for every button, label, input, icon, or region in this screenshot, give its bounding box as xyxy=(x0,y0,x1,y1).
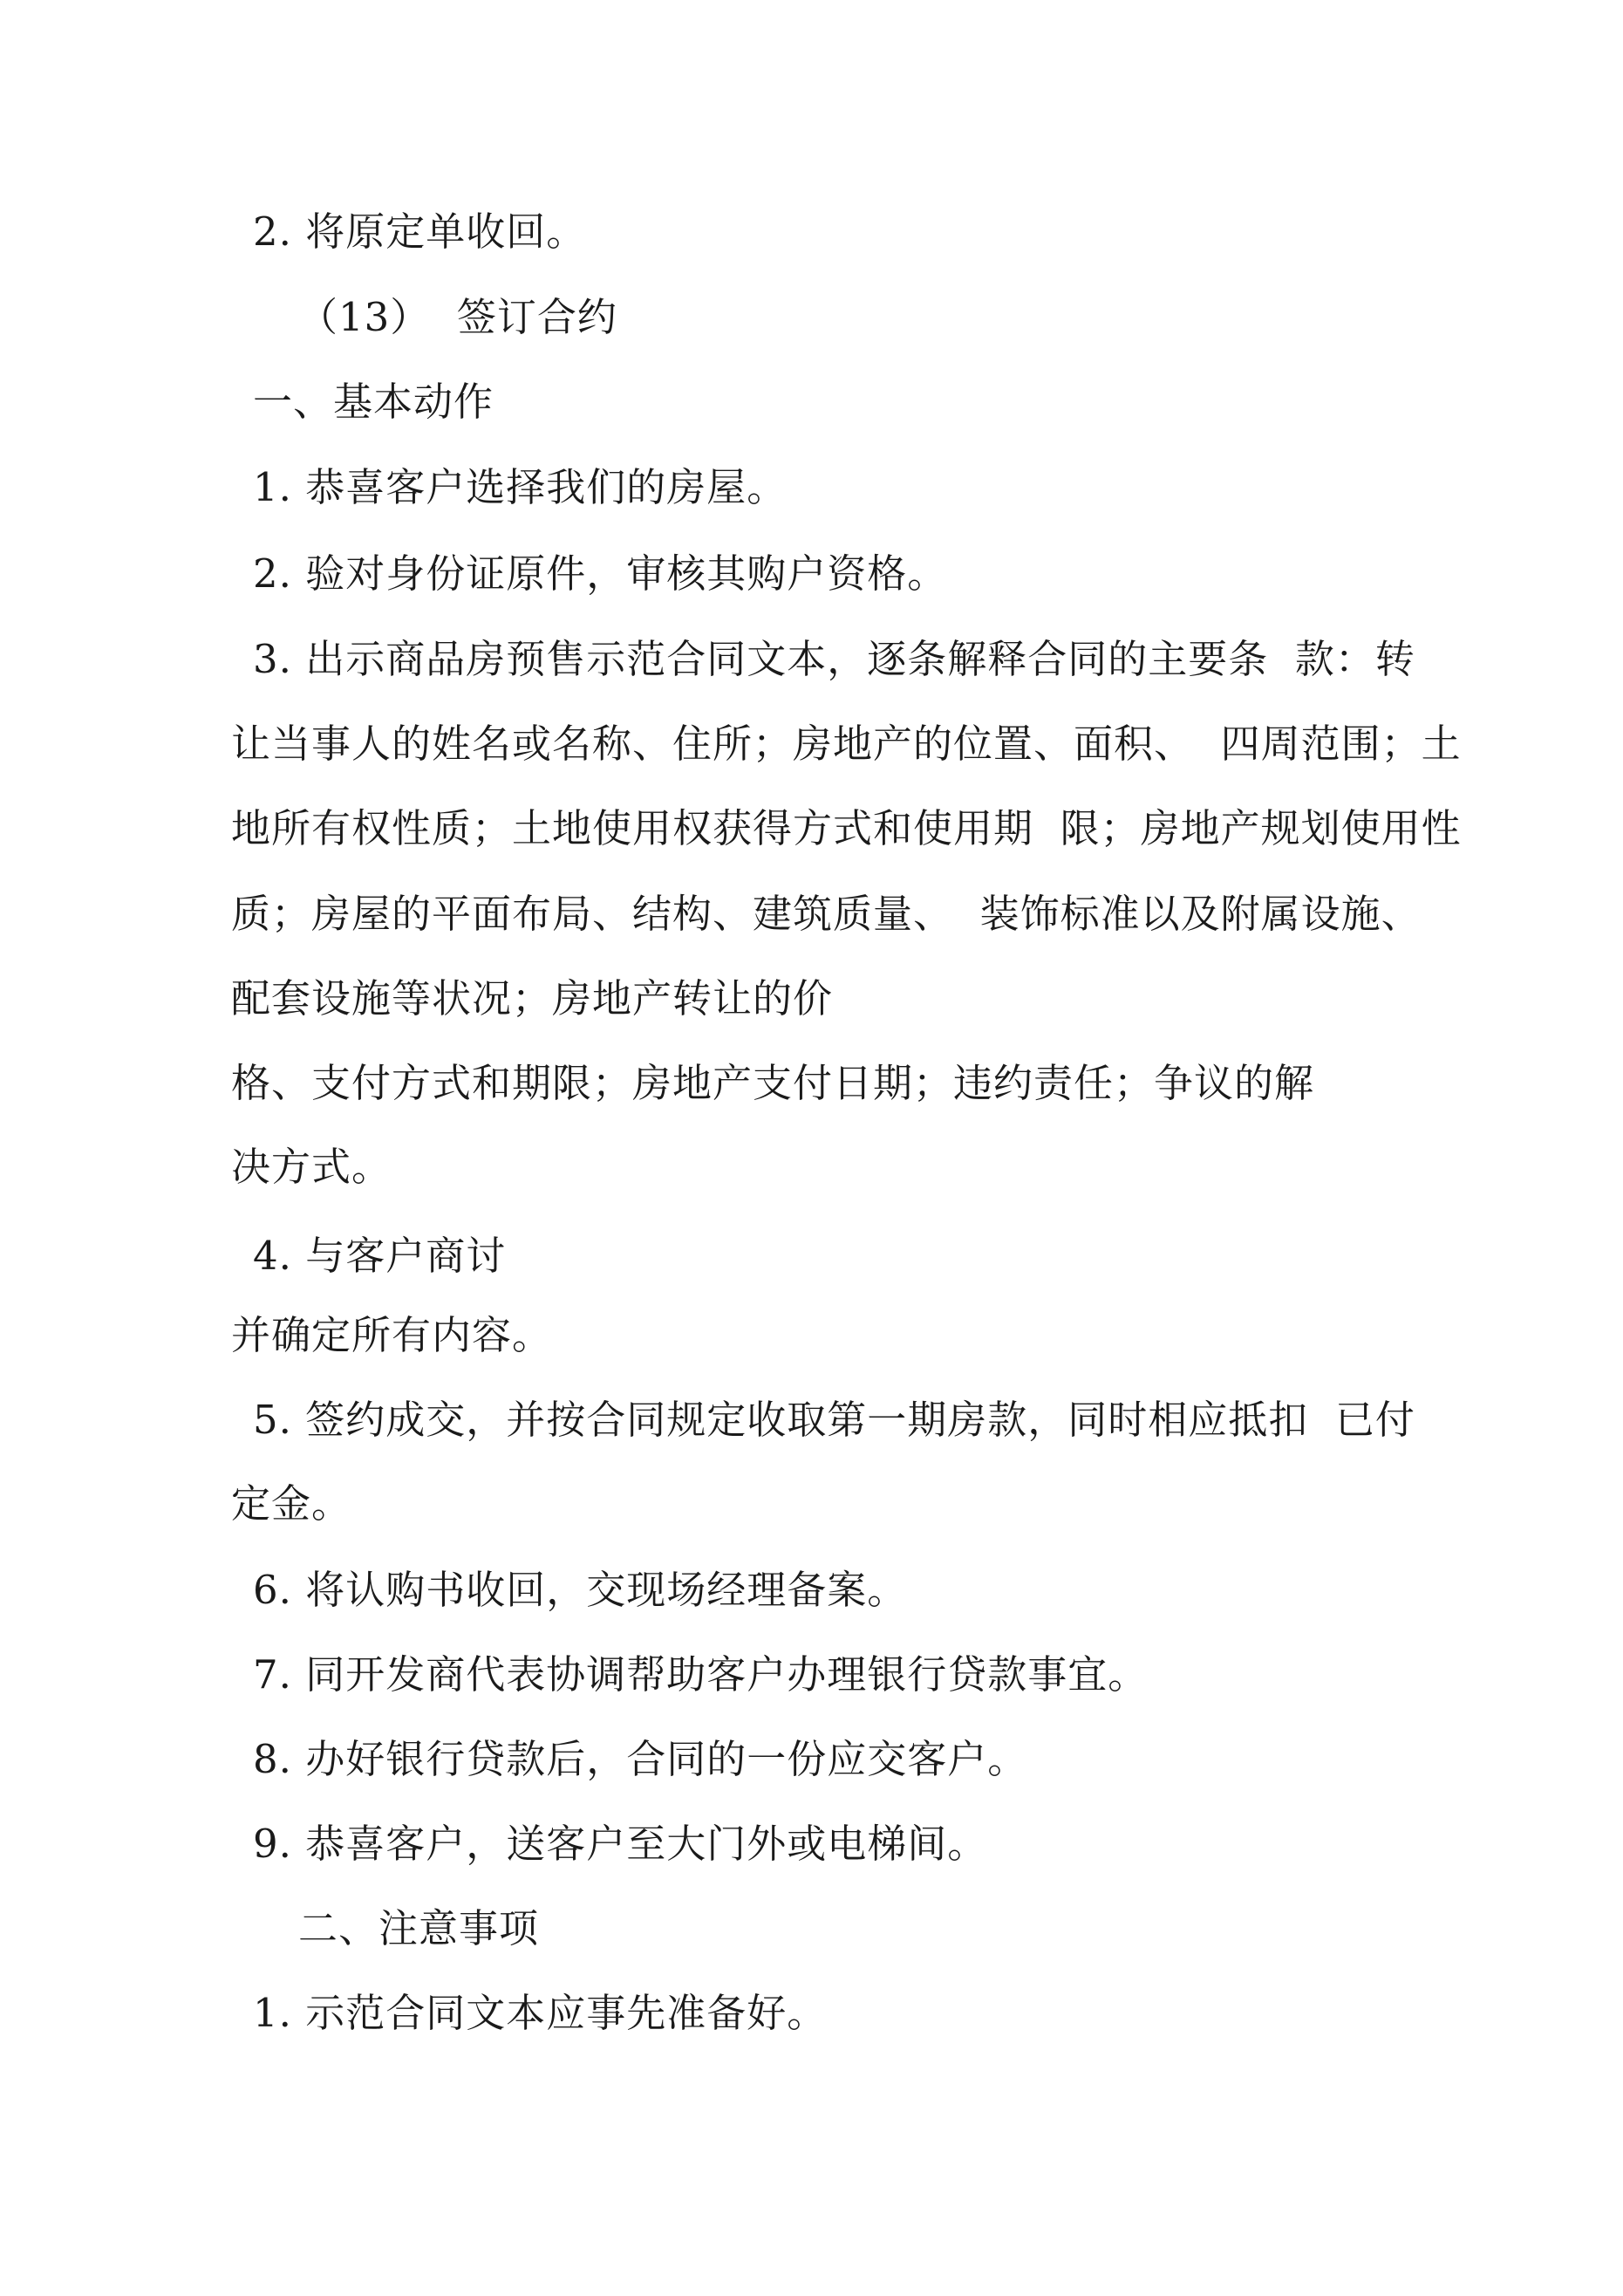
text-line: 7. 同开发商代表协调帮助客户办理银行贷款事宜。 xyxy=(253,1651,1149,1698)
text-line: 1. 恭喜客户选择我们的房屋。 xyxy=(253,464,788,510)
text-line: 5. 签约成交，并按合同规定收取第一期房款，同时相应抵扣 已付 xyxy=(253,1397,1415,1443)
text-line: 8. 办好银行贷款后，合同的一份应交客户。 xyxy=(253,1736,1028,1782)
text-line: 让当事人的姓名或名称、住所；房地产的位置、面积、 四周范围；土 xyxy=(231,721,1462,767)
section-heading: （13） 签订合约 xyxy=(298,294,617,340)
text-line: 地所有权性质；土地使用权获得方式和使用期 限；房地产规划使用性 xyxy=(231,805,1462,851)
text-line: 3. 出示商品房预售示范合同文本，逐条解释合同的主要条 款：转 xyxy=(253,636,1415,682)
text-line: 6. 将认购书收回，交现场经理备案。 xyxy=(253,1567,908,1613)
text-line: 9. 恭喜客户，送客户至大门外或电梯间。 xyxy=(253,1821,988,1867)
text-line: 并确定所有内容。 xyxy=(231,1312,553,1358)
text-line: 格、支付方式和期限；房地产支付日期；违约责任；争议的解 xyxy=(231,1060,1315,1106)
text-line: 配套设施等状况；房地产转让的价 xyxy=(231,975,834,1022)
text-line: 决方式。 xyxy=(231,1144,392,1190)
text-line: 质；房屋的平面布局、结构、建筑质量、 装饰标准以及附属设施、 xyxy=(231,891,1422,937)
text-line: 定金。 xyxy=(231,1480,352,1527)
subsection-heading: 一、基本动作 xyxy=(253,379,494,425)
text-line: 2. 将原定单收回。 xyxy=(253,208,587,255)
text-line: 4. 与客户商讨 xyxy=(253,1233,507,1279)
text-line: 2. 验对身份证原件，审核其购户资格。 xyxy=(253,550,948,597)
subsection-heading: 二、注意事项 xyxy=(298,1905,540,1951)
text-line: 1. 示范合同文本应事先准备好。 xyxy=(253,1990,828,2036)
